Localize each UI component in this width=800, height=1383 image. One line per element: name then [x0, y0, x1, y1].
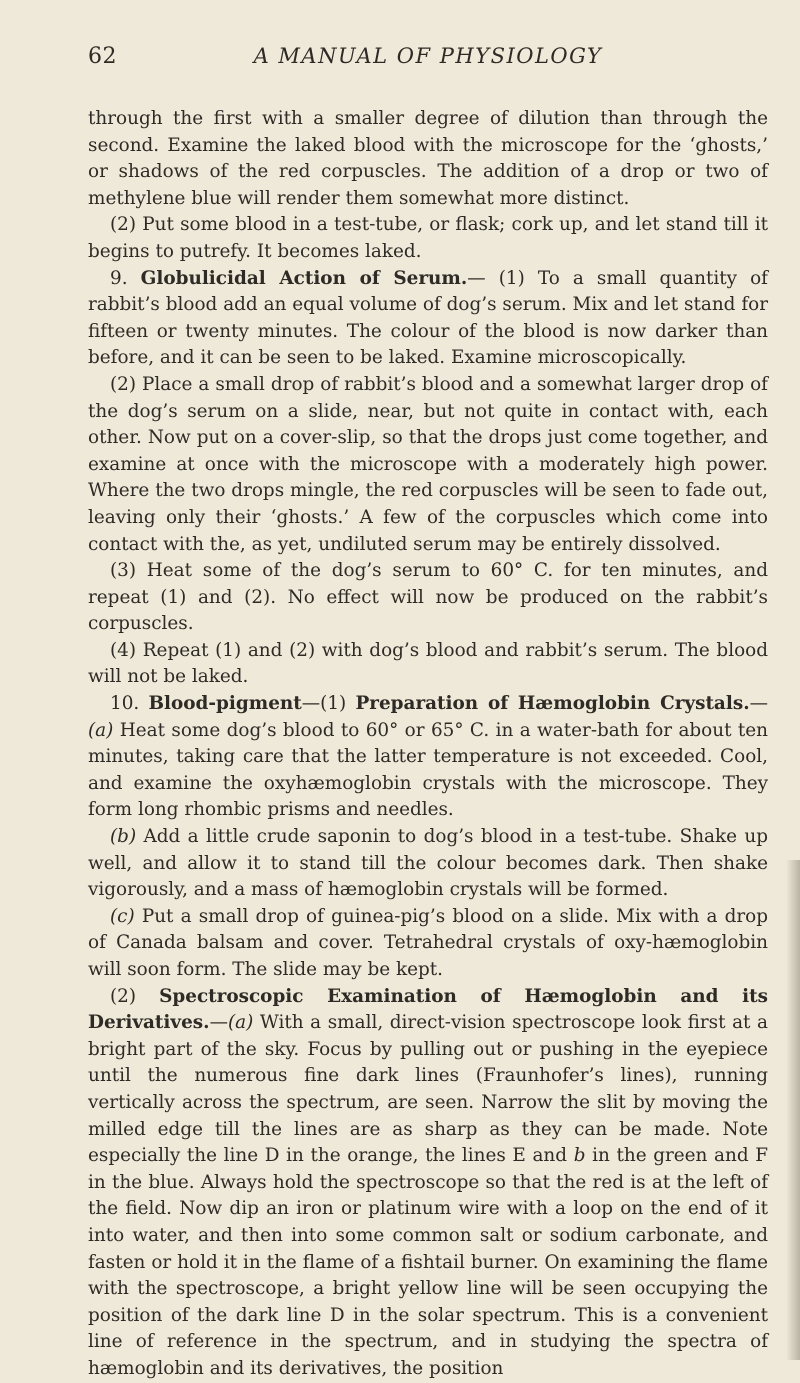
paragraph-text: (2) Place a small drop of rabbit’s blood and a somewhat larger drop of the dog’s serum on a slide, near, but not quite in contact with, each other. Now put on a cover-slip, so that the drops just come together, and examine at once with the microscope with a moderately high power. Where the two drops mingle, the red corpuscles will be seen to fade out, leaving only their ‘ghosts.’ A few of the corpuscles which come into contact with the, as yet, undiluted serum may be entirely dissolved.: [88, 373, 768, 555]
paragraph-saponin: [88, 824, 768, 904]
paragraph-putrefaction: [88, 212, 768, 265]
subsection-heading: Preparation of Hæmoglobin Crystals.: [355, 693, 750, 715]
paragraph-heat-serum: [88, 558, 768, 638]
paragraph-text: through the first with a smaller degree of dilution than through the second. Examine the laked blood with the microscope for the ‘ghosts,’ or shadows of the red corpuscles. The addition of a drop or two of methylene blue will render them somewhat more distinct.: [88, 108, 768, 209]
paragraph-text: — (1) To a small quantity of rabbit’s blood add an equal volume of dog’s serum. Mix and let stand for fifteen or twenty minutes. The colour of the blood is now darker than before, and it can be seen to be laked. Examine microscopically.: [88, 267, 768, 369]
line-letter: b: [573, 1145, 586, 1167]
section-spectroscopic-examination: [88, 984, 768, 1383]
dash: —: [209, 1012, 228, 1034]
paragraph-text: in the green and F in the blue. Always hold the spectroscope so that the red is at the left of the field. Now dip an iron or platinum wire with a loop on the end of it into water, and then into some common salt or sodium carbonate, and fasten or hold it in the flame of a fishtail burner. On examining the flame with the spectroscope, a bright yellow line will be seen occupying the position of the dark line D in the solar spectrum. This is a convenient line of reference in the spectrum, and in studying the spectra of hæmoglobin and its derivatives, the position: [88, 1145, 768, 1379]
subsection-number: (2): [110, 985, 160, 1007]
paragraph-slide-test: [88, 372, 768, 558]
section-globulicidal-action: [88, 266, 768, 372]
paragraph-text: (4) Repeat (1) and (2) with dog’s blood and rabbit’s serum. The blood will not be laked.: [88, 639, 768, 688]
subsection-heading: Spectroscopic Examination of Hæmoglobin and its Derivatives.: [88, 985, 768, 1034]
subsection-number: —(1): [301, 693, 356, 715]
paragraph-text: Heat some dog’s blood to 60° or 65° C. in a water-bath for about ten minutes, taking care that the latter temperature is not exceeded. Cool, and examine the oxyhæmoglobin crystals with the microscope. They form long rhombic prisms and needles.: [88, 719, 768, 821]
paragraph-text: (2) Put some blood in a test-tube, or flask; cork up, and let stand till it begins to putrefy. It becomes laked.: [88, 214, 768, 262]
dash: —: [749, 693, 768, 715]
section-number: 9.: [110, 267, 141, 289]
section-heading: Globulicidal Action of Serum.: [140, 267, 468, 289]
body-text: [88, 106, 768, 1383]
section-heading: Blood-pigment: [148, 693, 302, 715]
paragraph-continuation: [88, 106, 768, 212]
item-letter: (a): [227, 1012, 254, 1034]
paragraph-text: Put a small drop of guinea-pig’s blood on a slide. Mix with a drop of Canada balsam and cover. Tetrahedral crystals of oxy-hæmoglobin will soon form. The slide may be kept.: [88, 905, 768, 980]
paragraph-guinea-pig: [88, 904, 768, 984]
page-edge-shadow: [786, 860, 800, 1360]
section-blood-pigment: [88, 691, 768, 824]
item-letter: (c): [110, 905, 135, 927]
paragraph-repeat: [88, 638, 768, 691]
page-number: 62: [88, 44, 117, 69]
paragraph-text: With a small, direct-vision spectroscope look first at a bright part of the sky. Focus by pulling out or pushing in the eyepiece until the numerous fine dark lines (Fraunhofer’s lines), running vertically across the spectrum, are seen. Narrow the slit by moving the milled edge till the lines are as sharp as they can be made. Note especially the line D in the orange, the lines E and: [88, 1012, 768, 1167]
item-letter: (a): [88, 719, 114, 741]
item-letter: (b): [110, 826, 137, 848]
paragraph-text: (3) Heat some of the dog’s serum to 60° C. for ten minutes, and repeat (1) and (2). No effect will now be produced on the rabbit’s corpuscles.: [88, 560, 768, 635]
page-header: [88, 44, 768, 74]
running-title: A MANUAL OF PHYSIOLOGY: [253, 44, 603, 68]
section-number: 10.: [110, 693, 149, 715]
paragraph-text: Add a little crude saponin to dog’s blood in a test-tube. Shake up well, and allow it to stand till the colour becomes dark. Then shake vigorously, and a mass of hæmoglobin crystals will be formed.: [88, 826, 768, 901]
